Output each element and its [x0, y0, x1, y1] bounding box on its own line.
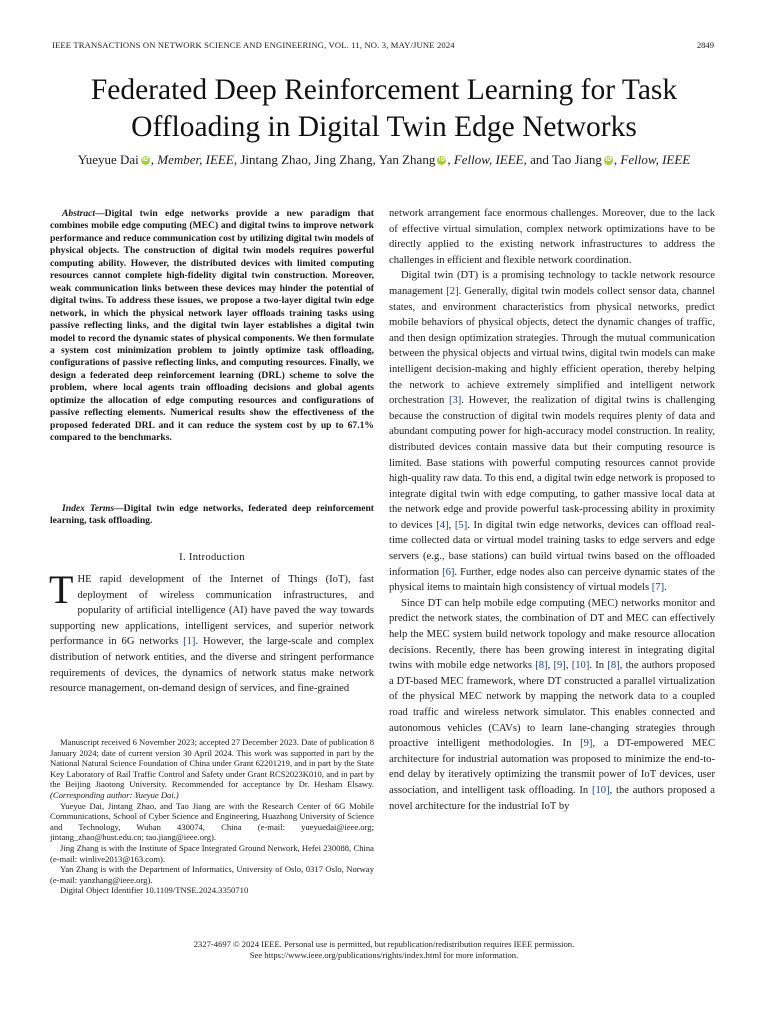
index-terms: Index Terms—Digital twin edge networks, federated deep reinforcement learning, task offloading.	[50, 503, 374, 527]
footnote-affiliation: Jing Zhang is with the Institute of Space Integrated Ground Network, Hefei 230088, China (e-mail: winlive2013@163.com).	[50, 842, 374, 864]
author-name: Jing Zhang	[314, 152, 373, 167]
journal-header: IEEE TRANSACTIONS ON NETWORK SCIENCE AND ENGINEERING, VOL. 11, NO. 3, MAY/JUNE 2024	[52, 40, 455, 50]
citation-link[interactable]: [5]	[454, 519, 468, 531]
author-list: Yueyue Dai iD , Member, IEEE, Jintang Zhao, Jing Zhang, Yan Zhang iD , Fellow, IEEE, and Tao Jiang iD , Fellow, IEEE	[77, 152, 691, 167]
citation-link[interactable]: [8]	[607, 660, 620, 672]
footnote-affiliation: Yan Zhang is with the Department of Informatics, University of Oslo, 0317 Oslo, Norway (e-mail: yanzhang@ieee.org).	[50, 864, 374, 885]
author-name: Yan Zhang	[378, 152, 436, 167]
citation-link[interactable]: [10]	[571, 660, 590, 672]
citation-link[interactable]: [8]	[535, 660, 548, 672]
paragraph-text: , the authors proposed a novel architecture for the industrial IoT by	[389, 784, 715, 812]
citation-link[interactable]: [2]	[446, 285, 459, 297]
drop-cap: T	[49, 567, 74, 612]
citation-link[interactable]: [4]	[436, 519, 449, 531]
paragraph: network arrangement face enormous challenges. Moreover, due to the lack of effective virtual simulation, complex network optimizations have to be directly applied to the existing network infrastructures to address the challenges in efficient and flexible network coordination.	[389, 208, 715, 266]
abstract: Abstract—Digital twin edge networks provide a new paradigm that combines mobile edge computing (MEC) and digital twins to improve network performance and reduce communication cost by utilizing digital twin models of physical objects. The construction of digital twin models requires powerful computing ability. However, the distributed devices with limited computing resources cannot complete high-fidelity digital twin construction. Moreover, weak communication links between these devices may hinder the potential of digital twins. To address these issues, we propose a two-layer digital twin edge network, in which the physical network layer offloads training tasks using passive reflecting links, and the digital twin layer establishes a digital twin model to record the dynamic states of physical components. We then formulate a system cost minimization problem to jointly optimize task offloading, configurations of passive reflecting links, and computing resources. Finally, we design a federated deep reinforcement learning (DRL) scheme to solve the problem, where local agents train offloading decisions and global agents optimize the allocation of edge computing resources and configurations of passive reflecting elements. Numerical results show the effectiveness of the proposed federated DRL and it can reduce the system cost by up to 67.1% compared to the benchmarks.	[50, 208, 374, 444]
page-number: 2849	[696, 40, 714, 50]
citation-link[interactable]: [9]	[553, 660, 566, 672]
citation-link[interactable]: [7]	[651, 582, 665, 594]
abstract-text: Digital twin edge networks provide a new paradigm that combines mobile edge computing (MEC) and digital twins to improve network performance and reduce communication cost by utilizing digital twin models of physical objects. The construction of digital twin models requires powerful computing ability. However, the distributed devices with limited computing resources cannot complete high-fidelity digital twin construction. Moreover, weak communication links between these devices may hinder the potential of digital twins. To address these issues, we propose a two-layer digital twin edge network, in which the physical network layer offloads training tasks using passive reflecting links, and the digital twin layer establishes a digital twin model to record the dynamic states of physical components. We then formulate a system cost minimization problem to jointly optimize task offloading, configurations of passive reflecting links, and computing resources. Finally, we design a federated deep reinforcement learning (DRL) scheme to solve the problem, where local agents train offloading decisions and global agents optimize the allocation of edge computing resources and configurations of passive reflecting elements. Numerical results show the effectiveness of the proposed federated DRL and it can reduce the system cost by up to 67.1% compared to the benchmarks.	[50, 208, 374, 444]
index-terms-text: Digital twin edge networks, federated deep reinforcement learning, task offloading.	[50, 503, 374, 527]
footnote-manuscript	[50, 737, 374, 801]
orcid-icon[interactable]: iD	[142, 157, 149, 163]
paragraph-text: . In	[589, 660, 608, 672]
paragraph-text: . Generally, digital twin models collect sensor data, channel states, and environment characteristics from physical networks, predict mobile behaviors of physical objects, detect the dynamic changes of traffic, and then design optimization strategies. Through the mutual communication between the physical objects and virtual twins, digital twin models can make intelligent decision-making and highly efficient operation, thereby helping the network to achieve extremely simplified and intelligent network orchestration	[389, 285, 715, 407]
introduction-text	[49, 567, 375, 697]
corresponding-author: (Corresponding author: Yueyue Dai.)	[50, 789, 179, 800]
footnote-affiliation: Yueyue Dai, Jintang Zhao, and Tao Jiang are with the Research Center of 6G Mobile Communications, School of Cyber Science and Engineering, Huazhong University of Science and Technology, Wuhan 430074, China (e-mail: yueyuedai@ieee.org; jintang_zhao@hust.edu.cn; tao.jiang@ieee.org).	[50, 800, 374, 843]
paper-title: Federated Deep Reinforcement Learning for Task Offloading in Digital Twin Edge Networks	[90, 74, 678, 143]
paragraph-text: . Further, edge nodes also can perceive dynamic states of the physical items to maintain high consistency of virtual models	[389, 566, 715, 594]
citation-link[interactable]: [10]	[591, 784, 610, 796]
paragraph-text: , the authors proposed a DT-based MEC framework, where DT constructed a parallel virtualization of the physical MEC network by mapping the network data to a coupled road traffic and wireless network simulator. This enables connected and autonomous vehicles (CAVs) to learn lane-changing strategies through proactive intelligent methodologies. In	[389, 660, 716, 750]
orcid-icon[interactable]: iD	[438, 157, 446, 163]
orcid-icon[interactable]: iD	[605, 157, 612, 163]
paragraph-text: HE rapid development of the Internet of Things (IoT), fast deployment of wireless communication infrastructures, and popularity of artificial intelligence (AI) have paved the way towards supporting new applications, intelligent services, and superior network performance in 6G networks	[50, 574, 374, 648]
citation-link[interactable]: [9]	[580, 738, 593, 750]
index-terms-label: Index Terms	[62, 503, 115, 514]
author-name: Jintang Zhao	[240, 152, 308, 167]
footnotes	[50, 737, 374, 896]
paragraph-text: Digital twin (DT) is a promising technology to tackle network resource management	[389, 270, 715, 297]
paragraph	[389, 596, 715, 814]
paragraph-text: . However, the realization of digital twins is challenging because the construction of digital twin models requires plenty of data and abundant computing power for high-accuracy model construction. In reality, distributed devices contain massive data but their computing resource is limited. Base stations with powerful computing resources cannot provide high-quality raw data. To this end, a digital twin edge network is proposed to integrate digital twin with edge computing, to gather massive local data at the network edge and provide powerful task-processing ability in proximity to devices	[389, 395, 715, 531]
abstract-label: Abstract	[62, 208, 96, 219]
paragraph-text: , a DT-empowered MEC architecture for industrial automation was proposed to minimize the end-to-end delay by iteratively optimizing the transmit power of IoT devices, user association, and intelligent task offloading. In	[389, 738, 716, 796]
paragraph-text: . In digital twin edge networks, devices can offload real-time collected data or virtual model training tasks to edge servers and edge servers (e.g., base stations) can build virtual twins based on the offloaded information	[389, 519, 716, 578]
author-membership: Fellow, IEEE	[453, 152, 524, 167]
citation-link[interactable]: [1]	[183, 636, 196, 648]
paragraph-text: ,	[565, 660, 572, 672]
paragraph-text: . However, the large-scale and complex distribution of network entities, and the diverse and stringent performance requirements of devices, the dynamics of network status make network resource management, on-demand design of services, and fine-grained	[50, 636, 375, 695]
citation-link[interactable]: [6]	[442, 566, 455, 578]
doi[interactable]: Digital Object Identifier 10.1109/TNSE.2024.3350710	[60, 885, 249, 896]
copyright-line: 2327-4697 © 2024 IEEE. Personal use is permitted, but republication/redistribution requires IEEE permission.	[193, 939, 575, 949]
section-heading: I. Introduction	[179, 552, 245, 563]
rights-link[interactable]: See https://www.ieee.org/publications/rights/index.html for more information.	[249, 950, 519, 960]
paragraph-text: ,	[448, 519, 455, 531]
citation-link[interactable]: [3]	[448, 395, 462, 407]
author-name: Yueyue Dai	[77, 152, 139, 167]
paragraph-text: .	[664, 582, 667, 594]
footnote-text: Manuscript received 6 November 2023; accepted 27 December 2023. Date of publication 8 January 2024; date of current version 30 April 2024. This work was supported in part by the National Natural Science Foundation of China under Grant 62201219, and in part by the State Key Laboratory of Rail Traffic Control and Safety under Grant RCS2023K010, and in part by the Beijing Jiaotong University. Recommended for acceptance by Dr. Hesham Elsawy.	[50, 737, 374, 790]
paragraph-text: Since DT can help mobile edge computing (MEC) networks monitor and predict the network states, the combination of DT and MEC can effectively help the MEC system build network topology and make resource allocation decisions. Recently, there has been growing interest in integrating digital twins with mobile edge networks	[389, 597, 715, 672]
copyright-footer	[40, 939, 728, 961]
paragraph	[389, 268, 715, 595]
author-name: Tao Jiang	[551, 152, 602, 167]
author-membership: Member, IEEE	[157, 152, 234, 167]
right-column-text	[389, 206, 715, 814]
author-membership: Fellow, IEEE	[620, 152, 691, 167]
paragraph-text: ,	[547, 660, 554, 672]
